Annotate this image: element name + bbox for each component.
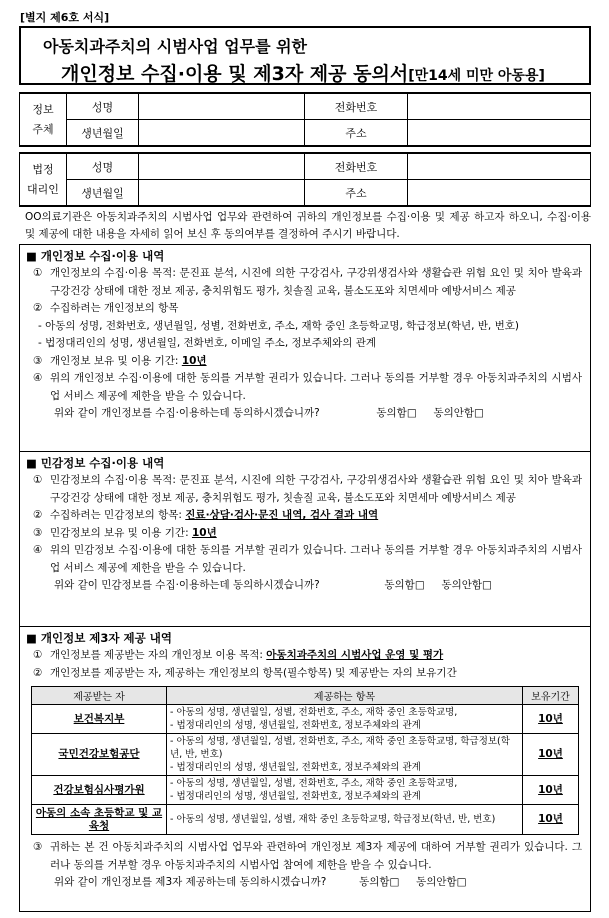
section-third-party xyxy=(19,626,591,912)
col-header-recipient: 제공받는 자 xyxy=(32,687,167,705)
guardian-address-field[interactable] xyxy=(408,180,591,207)
section2-purpose: ① 민감정보의 수집·이용 목적: 문진표 분석, 시진에 의한 구강검사, 구강위생검사와 생활습관 위험 요인 및 치아 발육과 구강건강 상태에 대한 정보 제공, 충치위험도 평가, 칫솔질 교육, 불소도포와 치면세마 예방서비스 제공 xyxy=(33,474,582,504)
section2-disagree-checkbox[interactable]: 동의안함□ xyxy=(441,579,492,591)
guardian-phone-label: 전화번호 xyxy=(305,153,408,180)
table-row: 보건복지부 - 아동의 성명, 생년월일, 성별, 전화번호, 주소, 재학 중인 초등학교명, - 법정대리인의 성명, 생년월일, 전화번호, 정보주체와의 관계 10년 xyxy=(32,705,579,734)
subject-address-label: 주소 xyxy=(305,120,408,147)
guardian-name-field[interactable] xyxy=(139,153,305,180)
section2-title: ■ 민감정보 수집·이용 내역 xyxy=(26,456,165,470)
section3-title: ■ 개인정보 제3자 제공 내역 xyxy=(26,631,172,645)
title-line2 xyxy=(61,59,545,86)
section1-title: ■ 개인정보 수집·이용 내역 xyxy=(26,249,165,263)
subject-phone-field[interactable] xyxy=(408,93,591,120)
guardian-table xyxy=(19,152,591,207)
section3-agree-checkbox[interactable]: 동의함□ xyxy=(359,876,400,888)
form-label: [별지 제6호 서식] xyxy=(20,11,110,24)
guardian-name-label: 성명 xyxy=(67,153,139,180)
guardian-birth-label: 생년월일 xyxy=(67,180,139,207)
section2-consent: 위와 같이 민감정보를 수집·이용하는데 동의하시겠습니까? 동의함□ 동의안함□ xyxy=(54,579,492,591)
section-sensitive-info xyxy=(19,451,591,627)
col-header-items: 제공하는 항목 xyxy=(167,687,523,705)
table-row: 아동의 소속 초등학교 및 교육청 - 아동의 성명, 생년월일, 성별, 재학 중인 초등학교명, 학급정보(학년, 반, 번호) 10년 xyxy=(32,805,579,835)
section3-refusal: ③ 귀하는 본 건 아동치과주치의 시범사업 업무와 관련하여 개인정보 제3자 제공에 대하여 거부할 권리가 있습니다. 그러나 동의를 거부할 경우 아동치과주치의 시범사업 참여에 제한을 받을 수 있습니다. xyxy=(33,841,582,871)
section1-refusal: ④ 위의 개인정보 수집·이용에 대한 동의를 거부할 권리가 있습니다. 그러나 동의를 거부할 경우 아동치과주치의 시범사업 서비스 제공에 제한을 받을 수 있습니다. xyxy=(33,372,582,402)
guardian-birth-field[interactable] xyxy=(139,180,305,207)
section1-period: ③ 개인정보 보유 및 이용 기간: 10년 xyxy=(33,354,207,367)
section2-items: ② 수집하려는 민감정보의 항목: 진료·상담·검사·문진 내역, 검사 결과 내역 xyxy=(33,509,379,521)
section3-disagree-checkbox[interactable]: 동의안함□ xyxy=(416,876,467,888)
section2-agree-checkbox[interactable]: 동의함□ xyxy=(384,579,425,591)
section1-guardian-items: - 법정대리인의 성명, 생년월일, 전화번호, 이메일 주소, 정보주체와의 관계 xyxy=(38,337,376,349)
section1-child-items: - 아동의 성명, 전화번호, 생년월일, 성별, 전화번호, 주소, 재학 중인 초등학교명, 학급정보(학년, 반, 번호) xyxy=(38,319,519,332)
section1-purpose: ① 개인정보의 수집·이용 목적: 문진표 분석, 시진에 의한 구강검사, 구강위생검사와 생활습관 위험 요인 및 치아 발육과 구강건강 상태에 대한 정보 제공, 충치위험도 평가, 칫솔질 교육, 불소도포와 치면세마 예방서비스 제공 xyxy=(33,267,582,297)
subject-address-field[interactable] xyxy=(408,120,591,147)
section2-period: ③ 민감정보의 보유 및 이용 기간: 10년 xyxy=(33,526,217,539)
section3-recipients-heading: ② 개인정보를 제공받는 자, 제공하는 개인정보의 항목(필수항목) 및 제공받는 자의 보유기간 xyxy=(33,666,457,679)
section1-agree-checkbox[interactable]: 동의함□ xyxy=(376,407,417,419)
subject-phone-label: 전화번호 xyxy=(305,93,408,120)
title-line1: 아동치과주치의 시범사업 업무를 위한 xyxy=(43,37,308,56)
section3-consent: 위와 같이 개인정보를 제3자 제공하는데 동의하시겠습니까? 동의함□ 동의안함□ xyxy=(54,876,467,888)
table-row: 건강보험심사평가원 - 아동의 성명, 생년월일, 성별, 전화번호, 주소, 재학 중인 초등학교명, - 법정대리인의 성명, 생년월일, 전화번호, 정보주체와의 관계 10년 xyxy=(32,776,579,805)
section1-consent: 위와 같이 개인정보를 수집·이용하는데 동의하시겠습니까? 동의함□ 동의안함□ xyxy=(54,407,484,419)
section1-disagree-checkbox[interactable]: 동의안함□ xyxy=(433,407,484,419)
guardian-phone-field[interactable] xyxy=(408,153,591,180)
intro-text: OO의료기관은 아동치과주치의 시범사업 업무와 관련하여 귀하의 개인정보를 수집·이용 및 제공 하고자 하오니, 수집·이용 및 제공에 대한 내용을 자세히 읽어 보신 후 동의여부를 결정하여 주시기 바랍니다. xyxy=(25,211,591,240)
title-main: 개인정보 수집·이용 및 제3자 제공 동의서 xyxy=(61,63,409,85)
section3-purpose: ① 개인정보를 제공받는 자의 개인정보 이용 목적: 아동치과주치의 시범사업 운영 및 평가 xyxy=(33,649,444,661)
subject-name-field[interactable] xyxy=(139,93,305,120)
subject-name-label: 성명 xyxy=(67,93,139,120)
section1-items-heading: ② 수집하려는 개인정보의 항목 xyxy=(33,302,179,314)
section2-refusal: ④ 위의 민감정보 수집·이용에 대한 동의를 거부할 권리가 있습니다. 그러나 동의를 거부할 경우 아동치과주치의 시범사업 서비스 제공에 제한을 받을 수 있습니다. xyxy=(33,544,582,574)
guardian-group-label: 법정 대리인 xyxy=(20,153,67,206)
subject-group-label: 정보 주체 xyxy=(20,93,67,146)
col-header-period: 보유기간 xyxy=(523,687,579,705)
table-row: 국민건강보험공단 - 아동의 성명, 생년월일, 성별, 전화번호, 주소, 재학 중인 초등학교명, 학급정보(학년, 반, 번호) - 법정대리인의 성명, 생년월일, 전화번호, 정보주체와의 관계 10년 xyxy=(32,734,579,776)
title-sub: [만14세 미만 아동용] xyxy=(408,68,545,84)
guardian-address-label: 주소 xyxy=(305,180,408,207)
subject-birth-label: 생년월일 xyxy=(67,120,139,147)
title-box xyxy=(19,26,591,85)
section-personal-info xyxy=(19,244,591,452)
subject-birth-field[interactable] xyxy=(139,120,305,147)
recipients-table xyxy=(31,686,579,835)
subject-table xyxy=(19,92,591,147)
